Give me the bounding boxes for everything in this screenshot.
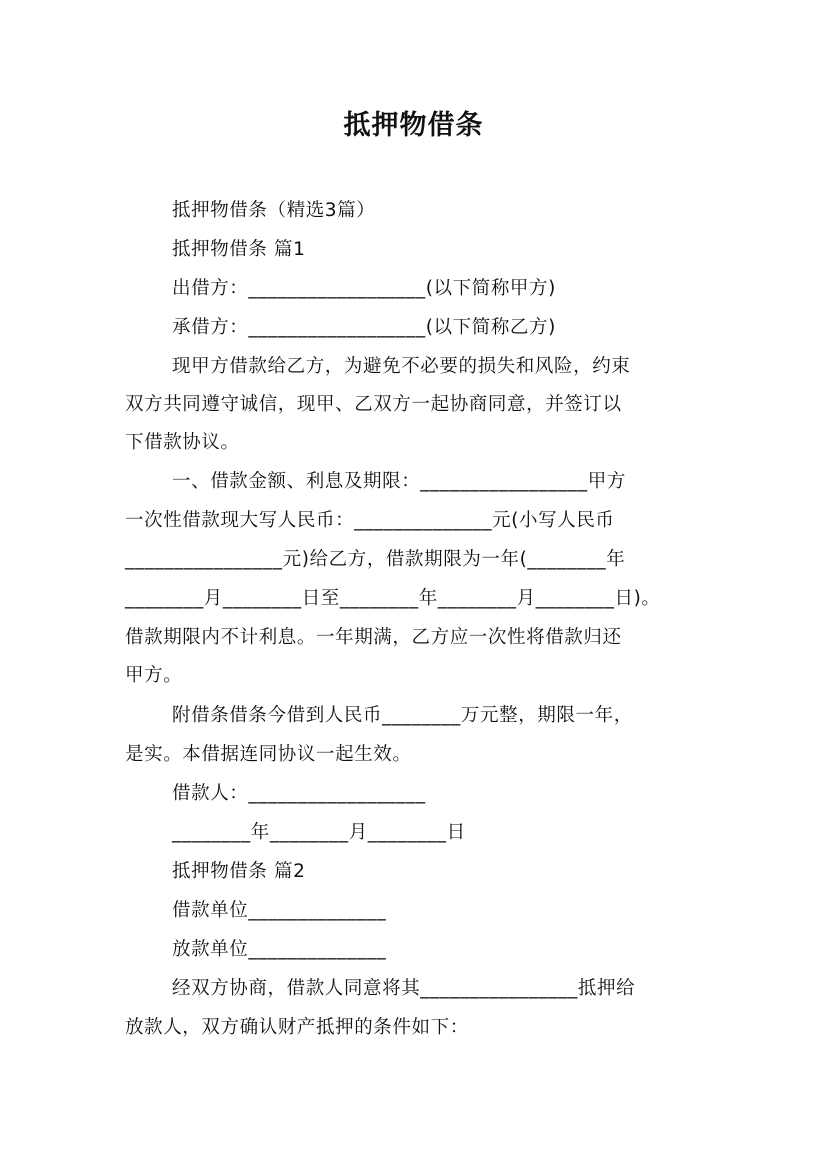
doc-line-attached-note: 是实。本借据连同协议一起生效。 — [125, 744, 412, 765]
doc-line-clause: ________________元)给乙方，借款期限为一年(________年 — [125, 549, 626, 570]
doc-line-clause-1: 一、借款金额、利息及期限：_________________甲方 — [172, 471, 626, 492]
doc-line-clause: 借款期限内不计利息。一年期满，乙方应一次性将借款归还 — [125, 627, 622, 648]
doc-line-clause: 一次性借款现大写人民币：______________元(小写人民币 — [125, 510, 615, 531]
doc-line-paragraph: 放款人，双方确认财产抵押的条件如下： — [125, 1017, 469, 1038]
doc-line-borrower: 承借方：__________________(以下简称乙方) — [172, 317, 556, 338]
doc-line-heading: 抵押物借条（精选3篇） — [172, 200, 376, 221]
doc-line-clause: 甲方。 — [125, 665, 183, 686]
doc-line-signature: 借款人：__________________ — [172, 783, 426, 804]
doc-line-paragraph: 下借款协议。 — [125, 432, 240, 453]
doc-line-date: ________年________月________日 — [172, 822, 466, 843]
doc-line-borrowing-unit: 借款单位______________ — [172, 900, 387, 921]
doc-line-lending-unit: 放款单位______________ — [172, 939, 387, 960]
document-title: 抵押物借条 — [343, 110, 484, 141]
doc-line-lender: 出借方：__________________(以下简称甲方) — [172, 278, 556, 299]
doc-line-paragraph: 经双方协商，借款人同意将其________________抵押给 — [172, 978, 636, 999]
doc-line-paragraph: 双方共同遵守诚信，现甲、乙双方一起协商同意，并签订以 — [125, 394, 622, 415]
doc-line-section-2: 抵押物借条 篇2 — [172, 861, 306, 882]
doc-line-attached-note: 附借条借条今借到人民币________万元整，期限一年， — [172, 705, 633, 726]
doc-line-clause: ________月________日至________年________月________日)。 — [125, 588, 661, 609]
doc-line-section-1: 抵押物借条 篇1 — [172, 239, 306, 260]
doc-line-paragraph: 现甲方借款给乙方，为避免不必要的损失和风险，约束 — [172, 356, 631, 377]
